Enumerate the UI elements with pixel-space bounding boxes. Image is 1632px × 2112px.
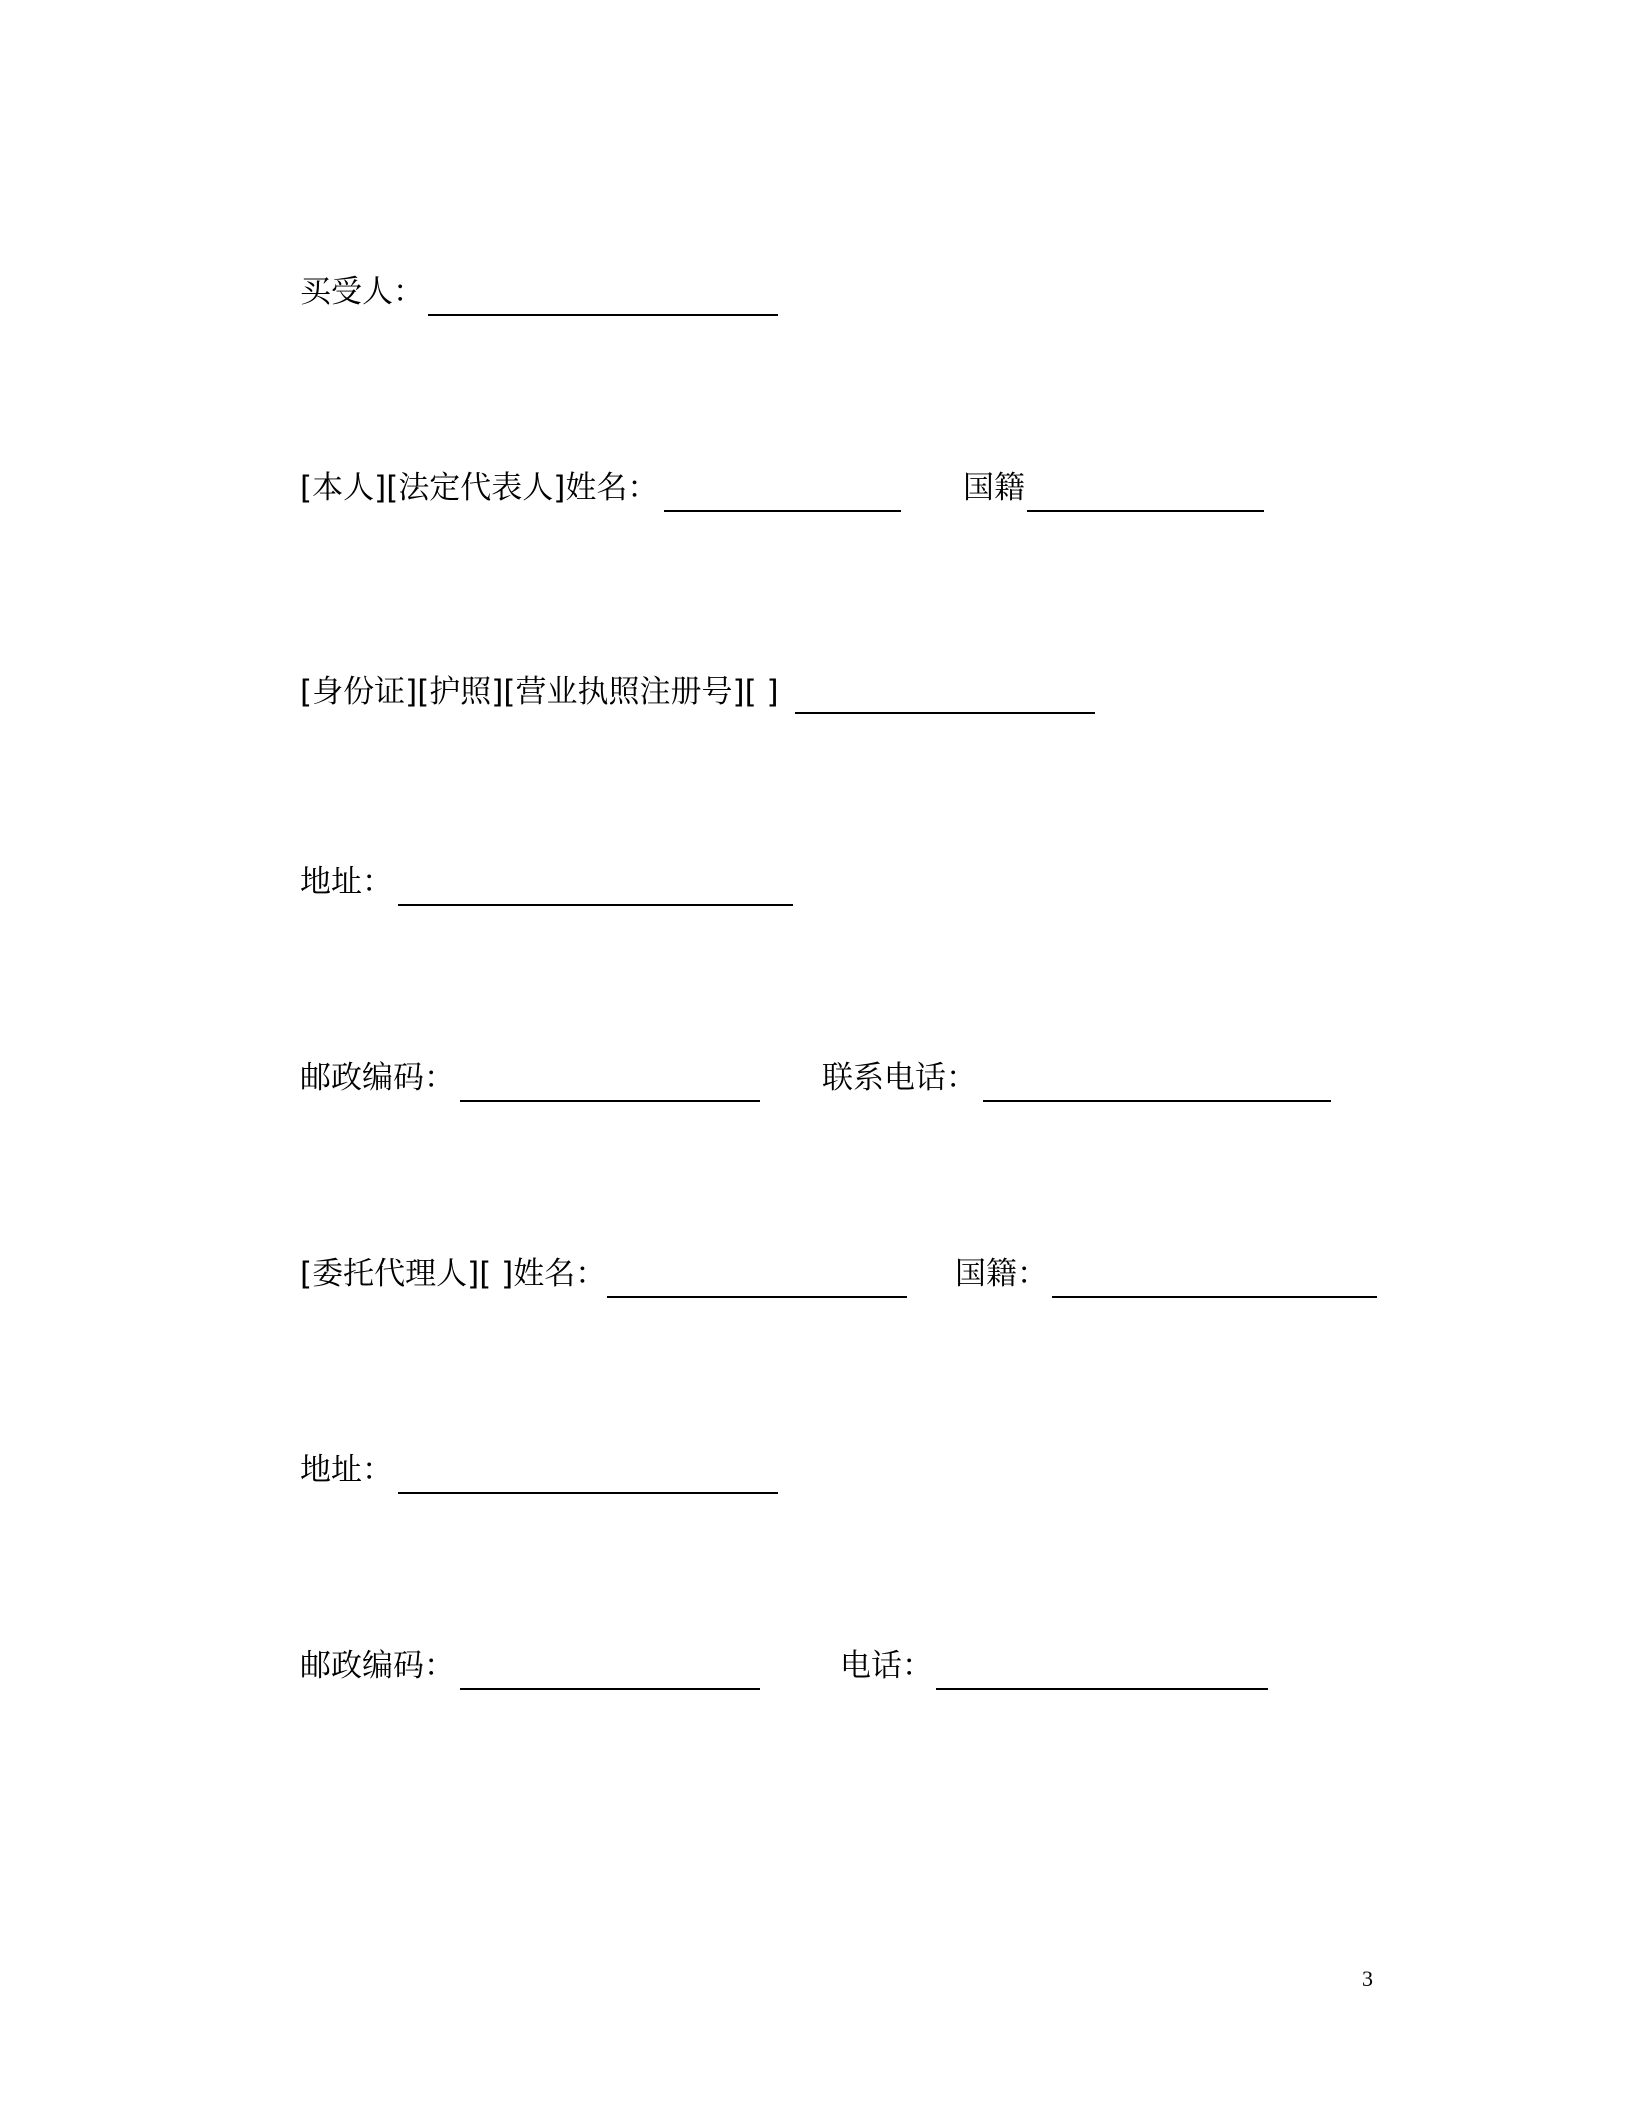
address-label-2: 地址： [300,1452,393,1488]
id-blank-line[interactable] [795,712,1095,714]
agent-name-blank-line[interactable] [607,1296,907,1298]
postcode-blank-line-1[interactable] [460,1100,760,1102]
agent-name-label: [委托代理人][ ]姓名： [300,1256,607,1292]
phone-blank-line[interactable] [936,1688,1268,1690]
rep-nationality-label: 国籍 [963,470,1025,506]
buyer-label: 买受人： [300,274,424,310]
contact-phone-label: 联系电话： [822,1060,977,1096]
contact-phone-blank-line[interactable] [983,1100,1331,1102]
postcode-blank-line-2[interactable] [460,1688,760,1690]
phone-label: 电话： [840,1648,933,1684]
buyer-blank-line[interactable] [428,314,778,316]
agent-nationality-label: 国籍： [955,1256,1048,1292]
address-blank-line-1[interactable] [398,904,793,906]
postcode-label-2: 邮政编码： [300,1648,455,1684]
rep-name-blank-line[interactable] [664,510,901,512]
address-label-1: 地址： [300,864,393,900]
agent-nationality-blank-line[interactable] [1052,1296,1377,1298]
postcode-label-1: 邮政编码： [300,1060,455,1096]
page-number: 3 [1362,1966,1373,1991]
id-label: [身份证][护照][营业执照注册号][ ] [300,674,779,710]
rep-name-label: [本人][法定代表人]姓名： [300,470,659,506]
rep-nationality-blank-line[interactable] [1027,510,1264,512]
address-blank-line-2[interactable] [398,1492,778,1494]
